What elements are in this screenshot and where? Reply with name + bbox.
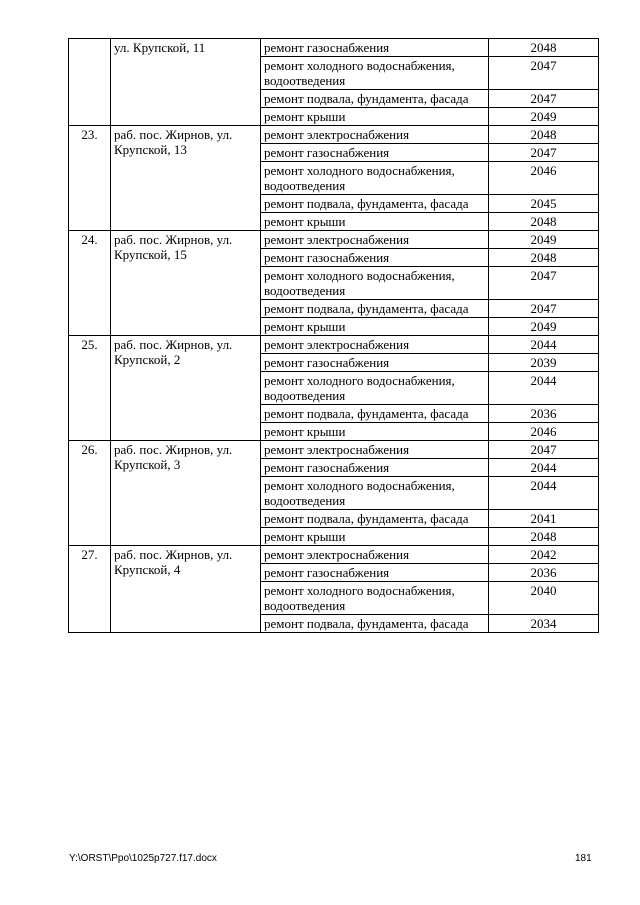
work-type-cell: ремонт электроснабжения <box>261 231 489 249</box>
work-type-cell: ремонт крыши <box>261 423 489 441</box>
year-cell: 2044 <box>489 459 599 477</box>
year-cell: 2044 <box>489 336 599 354</box>
footer-file-path: Y:\ORST\Ppo\1025p727.f17.docx <box>69 853 217 864</box>
repair-schedule-body <box>69 39 599 633</box>
row-number-cell: 24. <box>69 231 111 336</box>
work-type-cell: ремонт холодного водоснабжения, водоотведения <box>261 477 489 510</box>
year-cell: 2047 <box>489 267 599 300</box>
year-cell: 2047 <box>489 300 599 318</box>
year-cell: 2049 <box>489 108 599 126</box>
work-type-cell: ремонт подвала, фундамента, фасада <box>261 405 489 423</box>
table-row <box>69 546 599 564</box>
year-cell: 2048 <box>489 39 599 57</box>
work-type-cell: ремонт электроснабжения <box>261 126 489 144</box>
address-cell: раб. пос. Жирнов, ул. Крупской, 3 <box>111 441 261 546</box>
table-row <box>69 231 599 249</box>
address-cell: раб. пос. Жирнов, ул. Крупской, 13 <box>111 126 261 231</box>
year-cell: 2045 <box>489 195 599 213</box>
work-type-cell: ремонт холодного водоснабжения, водоотведения <box>261 267 489 300</box>
work-type-cell: ремонт холодного водоснабжения, водоотведения <box>261 372 489 405</box>
table-row <box>69 336 599 354</box>
work-type-cell: ремонт подвала, фундамента, фасада <box>261 300 489 318</box>
row-number-cell: 26. <box>69 441 111 546</box>
year-cell: 2048 <box>489 528 599 546</box>
work-type-cell: ремонт подвала, фундамента, фасада <box>261 90 489 108</box>
year-cell: 2048 <box>489 126 599 144</box>
footer-page-number: 181 <box>575 853 592 864</box>
work-type-cell: ремонт газоснабжения <box>261 459 489 477</box>
year-cell: 2047 <box>489 57 599 90</box>
year-cell: 2034 <box>489 615 599 633</box>
repair-schedule-table <box>68 38 599 633</box>
work-type-cell: ремонт подвала, фундамента, фасада <box>261 615 489 633</box>
year-cell: 2048 <box>489 213 599 231</box>
row-number-cell: 25. <box>69 336 111 441</box>
year-cell: 2039 <box>489 354 599 372</box>
year-cell: 2044 <box>489 372 599 405</box>
work-type-cell: ремонт электроснабжения <box>261 441 489 459</box>
year-cell: 2047 <box>489 90 599 108</box>
year-cell: 2046 <box>489 423 599 441</box>
work-type-cell: ремонт крыши <box>261 528 489 546</box>
work-type-cell: ремонт крыши <box>261 213 489 231</box>
work-type-cell: ремонт подвала, фундамента, фасада <box>261 195 489 213</box>
address-cell: ул. Крупской, 11 <box>111 39 261 126</box>
work-type-cell: ремонт электроснабжения <box>261 546 489 564</box>
table-row <box>69 126 599 144</box>
year-cell: 2047 <box>489 144 599 162</box>
year-cell: 2036 <box>489 564 599 582</box>
work-type-cell: ремонт газоснабжения <box>261 564 489 582</box>
year-cell: 2048 <box>489 249 599 267</box>
year-cell: 2047 <box>489 441 599 459</box>
work-type-cell: ремонт газоснабжения <box>261 144 489 162</box>
address-cell: раб. пос. Жирнов, ул. Крупской, 2 <box>111 336 261 441</box>
work-type-cell: ремонт холодного водоснабжения, водоотведения <box>261 582 489 615</box>
row-number-cell: 23. <box>69 126 111 231</box>
work-type-cell: ремонт газоснабжения <box>261 39 489 57</box>
year-cell: 2042 <box>489 546 599 564</box>
work-type-cell: ремонт газоснабжения <box>261 249 489 267</box>
work-type-cell: ремонт холодного водоснабжения, водоотведения <box>261 57 489 90</box>
work-type-cell: ремонт электроснабжения <box>261 336 489 354</box>
table-row <box>69 441 599 459</box>
address-cell: раб. пос. Жирнов, ул. Крупской, 15 <box>111 231 261 336</box>
work-type-cell: ремонт газоснабжения <box>261 354 489 372</box>
year-cell: 2049 <box>489 231 599 249</box>
work-type-cell: ремонт холодного водоснабжения, водоотведения <box>261 162 489 195</box>
year-cell: 2049 <box>489 318 599 336</box>
year-cell: 2036 <box>489 405 599 423</box>
address-cell: раб. пос. Жирнов, ул. Крупской, 4 <box>111 546 261 633</box>
row-number-cell <box>69 39 111 126</box>
year-cell: 2041 <box>489 510 599 528</box>
table-row <box>69 39 599 57</box>
year-cell: 2046 <box>489 162 599 195</box>
row-number-cell: 27. <box>69 546 111 633</box>
year-cell: 2040 <box>489 582 599 615</box>
work-type-cell: ремонт подвала, фундамента, фасада <box>261 510 489 528</box>
work-type-cell: ремонт крыши <box>261 108 489 126</box>
year-cell: 2044 <box>489 477 599 510</box>
work-type-cell: ремонт крыши <box>261 318 489 336</box>
